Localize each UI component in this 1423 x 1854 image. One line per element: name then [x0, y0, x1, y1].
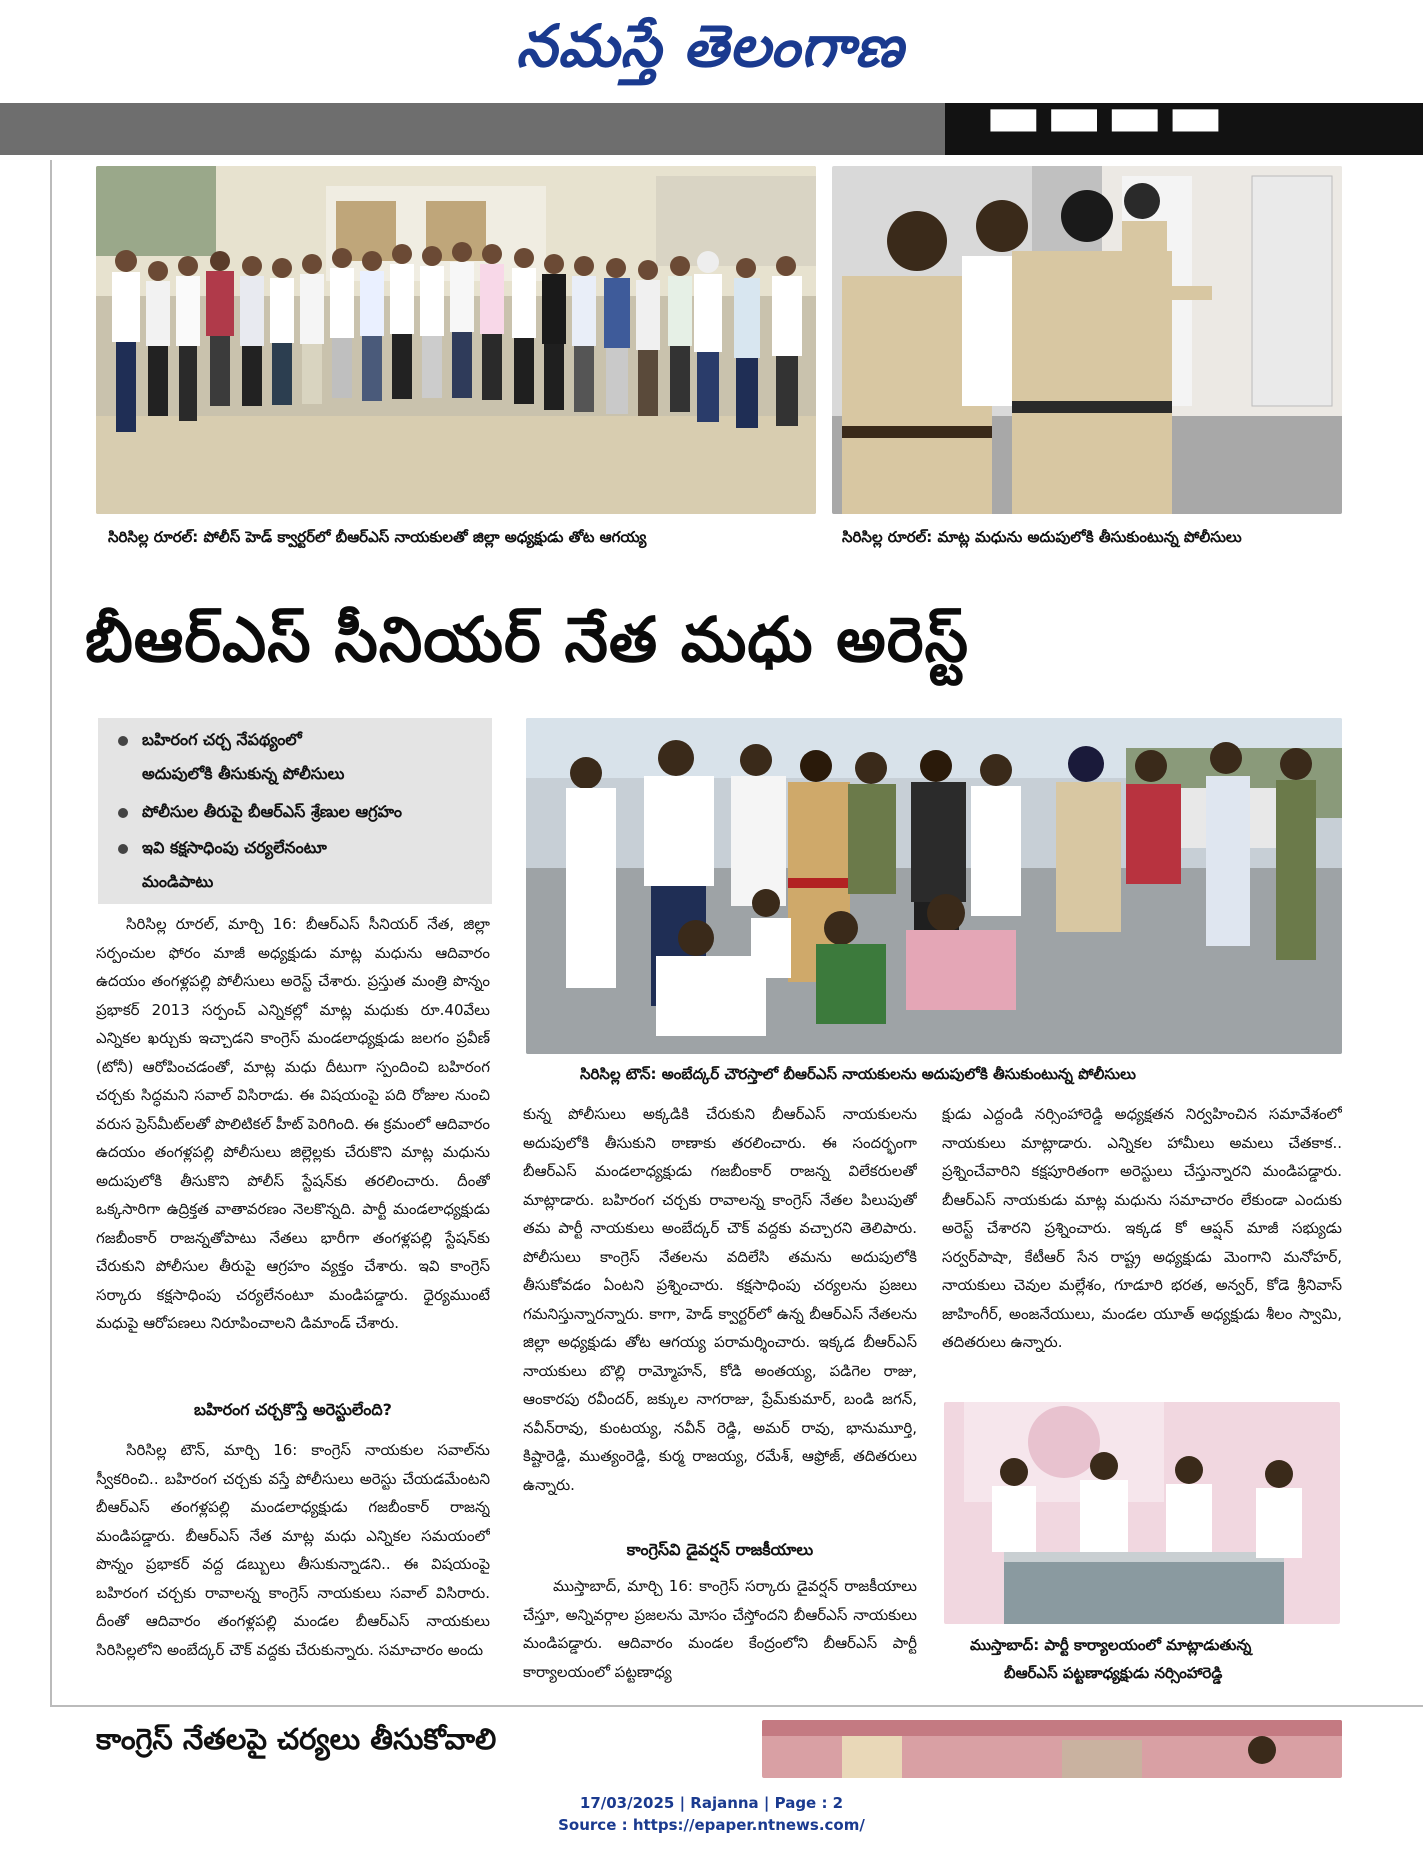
- header-band-gray: [0, 103, 945, 155]
- masthead: [0, 0, 1423, 100]
- article-column-2-continued: [523, 1572, 917, 1696]
- photo-bottom-article: [762, 1720, 1342, 1778]
- subheading-diversion-politics: కాంగ్రెస్‌వి డైవర్షన్ రాజకీయాలు: [626, 1540, 814, 1559]
- photo-ambedkar-chowrasta: [526, 718, 1342, 1054]
- highlights-box: [98, 718, 492, 904]
- section-rule: [50, 1705, 1423, 1707]
- bullet-icon: [118, 808, 128, 818]
- highlight-item-continued: మండిపాటు: [142, 872, 214, 891]
- photo-caption-ambedkar: సిరిసిల్ల టౌన్: అంబేద్కర్ చౌరస్తాలో బీఆర్ఎస్ నాయకులను అదుపులోకి తీసుకుంటున్న పోలీసులు: [580, 1065, 1136, 1083]
- article-paragraph: క్షుడు ఎద్దండి నర్సింహారెడ్డి అధ్యక్షతన నిర్వహించిన సమావేశంలో నాయకులు మాట్లాడారు. ఎన్నికల హామీలు అమలు చేతకాక.. ప్రశ్నించేవారిని కక్షపూరితంగా అరెస్టులు చేస్తున్నారని మండిపడ్డారు. బీఆర్ఎస్ నాయకుడు మాట్ల మధును సమాచారం లేకుండా ఎందుకు అరెస్ట్ చేశారని ప్రశ్నించారు. ఇక్కడ కో ఆప్షన్ మాజీ సభ్యుడు సర్వర్‌పాషా, కేటీఆర్ సేన రాష్ట్ర అధ్యక్షుడు మెంగాని మనోహర్, నాయకులు చెవుల మల్లేశం, గూడూరి భరత, అన్వర్, కోడె శ్రీనివాస్ జాహింగీర్, అంజనేయులు, మండల యూత్ అధ్యక్షుడు శీలం స్వామి, తదితరులు ఉన్నారు.: [942, 1105, 1342, 1351]
- photo-caption-police: సిరిసిల్ల రూరల్: మాట్ల మధును అదుపులోకి తీసుకుంటున్న పోలీసులు: [842, 528, 1242, 546]
- cropped-banner-glyphs: ▬▬▬▬: [985, 103, 1228, 151]
- article-paragraph: సిరిసిల్ల రూరల్, మార్చి 16: బీఆర్ఎస్ సీనియర్ నేత, జిల్లా సర్పంచుల ఫోరం మాజీ అధ్యక్షుడు మాట్ల మధును ఆదివారం ఉదయం తంగళ్లపల్లి పోలీసులు అరెస్ట్ చేశారు. ప్రస్తుత మంత్రి పొన్నం ప్రభాకర్ 2013 సర్పంచ్ ఎన్నికల్లో మాట్ల మధుకు రూ.40వేలు ఎన్నికల ఖర్చుకు ఇచ్చాడని కాంగ్రెస్ మండలాధ్యక్షుడు జలగం ప్రవీణ్ (టోనీ) ఆరోపించడంతో, మాట్ల మధు దీటుగా స్పందించి బహిరంగ చర్చకు సిద్ధమని సవాల్ విసిరాడు. ఈ విషయంపై పది రోజుల నుంచి వరుస ప్రెస్‌మీట్‌లతో పొలిటికల్ హీట్ పెరిగింది. ఈ క్రమంలో ఆదివారం ఉదయం తంగళ్లపల్లి పోలీసులు జిల్లెల్లకు చేరుకొని మాట్ల మధును అదుపులోకి తీసుకొని పోలీస్ స్టేషన్‌కు తరలించారు. దీంతో ఒక్కసారిగా ఉద్రిక్తత వాతావరణం నెలకొన్నది. పార్టీ మండలాధ్యక్షుడు గజబీంకార్ రాజన్నతోపాటు నేతలు భారీగా తంగళ్లపల్లి స్టేషన్‌కు చేరుకుని పోలీసుల తీరుపై ఆగ్రహం వ్యక్తం చేశారు. ఇవి కాంగ్రెస్ సర్కారు కక్షసాధింపు చర్యలేనంటూ మండిపడ్డారు. ధైర్యముంటే మధుపై ఆరోపణలు నిరూపించాలని డిమాండ్ చేశారు.: [96, 915, 490, 1332]
- article-paragraph: కున్న పోలీసులు అక్కడికి చేరుకుని బీఆర్ఎస్ నాయకులను అదుపులోకి తీసుకుని ఠాణాకు తరలించారు. ఈ సందర్భంగా బీఆర్ఎస్ మండలాధ్యక్షుడు గజబీంకార్ రాజన్న విలేకరులతో మాట్లాడారు. బహిరంగ చర్చకు రావాలన్న కాంగ్రెస్ నేతల పిలుపుతో తమ పార్టీ నాయకులు అంబేద్కర్ చౌక్ వద్దకు వచ్చారని తెలిపారు. పోలీసులు కాంగ్రెస్ నేతలను వదిలేసి తమను అదుపులోకి తీసుకోవడం ఏంటని ప్రశ్నించారు. కక్షసాధింపు చర్యలను ప్రజలు గమనిస్తున్నారన్నారు. కాగా, హెడ్ క్వార్టర్‌లో ఉన్న బీఆర్ఎస్ నేతలను జిల్లా అధ్యక్షుడు తోట ఆగయ్య పరామర్శించారు. ఇక్కడ బీఆర్ఎస్ నాయకులు బొల్లి రామ్మోహన్, కోడి అంతయ్య, పడిగెల రాజు, ఆంకారపు రవీందర్, జక్కుల నాగరాజు, ప్రేమ్‌కుమార్, బండి జగన్, నవీన్‌రావు, కుంటయ్య, నవీన్ రెడ్డి, అమర్ రావు, భానుమూర్తి, కిష్టారెడ్డి, ముత్యంరెడ్డి, కుర్మ రాజయ్య, రమేశ్, ఆఫ్రోజ్, తదితరులు ఉన్నారు.: [523, 1105, 917, 1494]
- photo-caption-office-line2: బీఆర్ఎస్ పట్టణాధ్యక్షుడు నర్సింహారెడ్డి: [1004, 1664, 1223, 1682]
- photo-party-office: [944, 1402, 1340, 1624]
- article-column-2: [523, 1100, 917, 1528]
- subheading-open-debate: బహిరంగ చర్చకొస్తే అరెస్టులేంది?: [194, 1400, 392, 1419]
- article-column-1-continued: [96, 1436, 490, 1700]
- highlight-item: పోలీసుల తీరుపై బీఆర్ఎస్ శ్రేణుల ఆగ్రహం: [118, 802, 402, 825]
- article-paragraph: సిరిసిల్ల టౌన్, మార్చి 16: కాంగ్రెస్ నాయకుల సవాల్‌ను స్వీకరించి.. బహిరంగ చర్చకు వస్తే పోలీసులు అరెస్టు చేయడమేంటని బీఆర్ఎస్ తంగళ్లపల్లి మండలాధ్యక్షుడు గజబీంకార్ రాజన్న మండిపడ్డారు. బీఆర్ఎస్ నేత మాట్ల మధు ఎన్నికల సమయంలో పొన్నం ప్రభాకర్ వద్ద డబ్బులు తీసుకున్నాడని.. ఈ విషయంపై బహిరంగ చర్చకు రావాలన్న కాంగ్రెస్ నాయకులు సవాల్ విసిరారు. దీంతో ఆదివారం తంగళ్లపల్లి మండల బీఆర్ఎస్ నాయకులు సిరిసిల్లలోని అంబేద్కర్ చౌక్ వద్దకు చేరుకున్నారు. సమాచారం అందు: [96, 1441, 490, 1659]
- article-paragraph: ముస్తాబాద్, మార్చి 16: కాంగ్రెస్ సర్కారు డైవర్షన్ రాజకీయాలు చేస్తూ, అన్నివర్గాల ప్రజలను మోసం చేస్తోందని బీఆర్ఎస్ నాయకులు మండిపడ్డారు. ఆదివారం మండల కేంద్రంలోని బీఆర్ఎస్ పార్టీ కార్యాలయంలో పట్టణాధ్య: [523, 1577, 917, 1681]
- newspaper-logo: నమస్తే తెలంగాణ: [516, 12, 904, 80]
- photo-caption-headquarters: సిరిసిల్ల రూరల్: పోలీస్ హెడ్ క్వార్టర్‌లో బీఆర్ఎస్ నాయకులతో జిల్లా అధ్యక్షుడు తోట ఆగయ్య: [108, 528, 647, 546]
- article-column-1: [96, 910, 490, 1380]
- highlight-item: బహిరంగ చర్చ నేపథ్యంలో: [118, 730, 302, 753]
- footer-source-link[interactable]: Source : https://epaper.ntnews.com/: [558, 1816, 865, 1834]
- bottom-article-headline: కాంగ్రెస్ నేతలపై చర్యలు తీసుకోవాలి: [96, 1722, 497, 1756]
- photo-group-headquarters: [96, 166, 816, 514]
- highlight-item-continued: అదుపులోకి తీసుకున్న పోలీసులు: [142, 764, 345, 783]
- highlight-item: ఇవి కక్షసాధింపు చర్యలేనంటూ: [118, 838, 327, 861]
- photo-caption-office-line1: ముస్తాబాద్: పార్టీ కార్యాలయంలో మాట్లాడుతున్న: [970, 1636, 1252, 1654]
- footer-edition-info: 17/03/2025 | Rajanna | Page : 2: [579, 1794, 844, 1812]
- header-band-black: [945, 103, 1423, 155]
- bullet-icon: [118, 844, 128, 854]
- main-headline: బీఆర్ఎస్ సీనియర్ నేత మధు అరెస్ట్: [85, 603, 970, 676]
- bullet-icon: [118, 736, 128, 746]
- photo-police-detaining: [832, 166, 1342, 514]
- article-column-3: [942, 1100, 1342, 1386]
- left-page-rule: [50, 160, 52, 1705]
